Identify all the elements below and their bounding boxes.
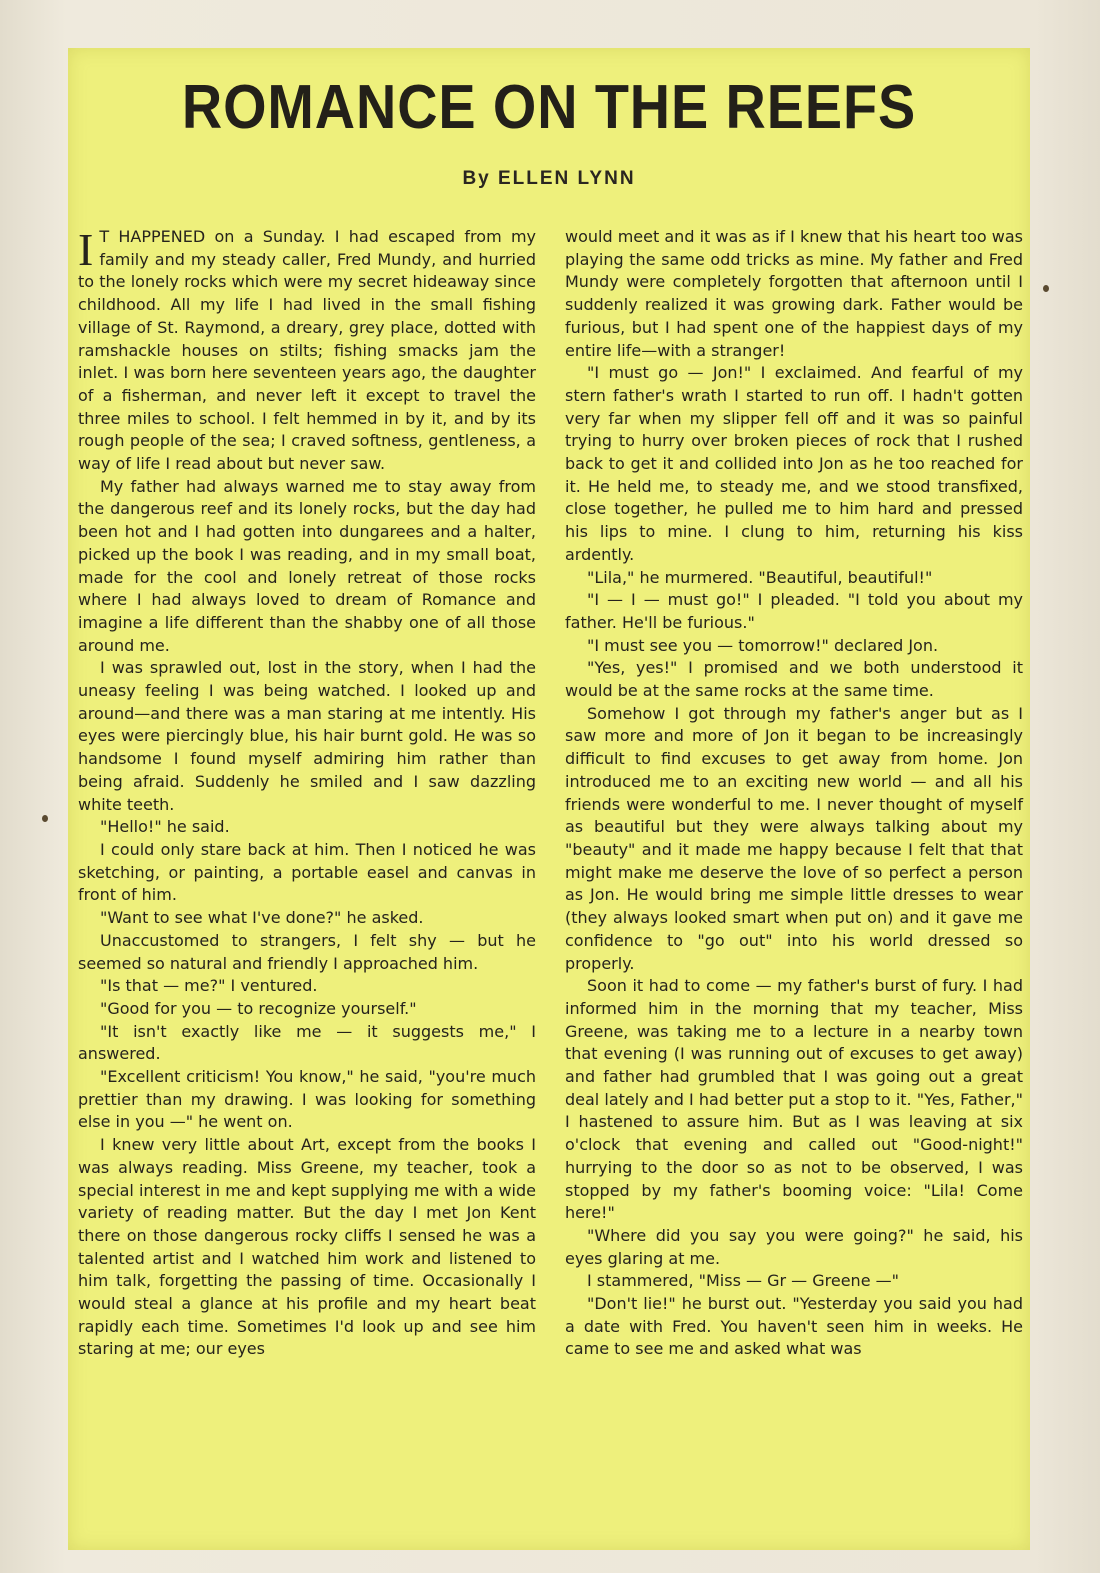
left-column bbox=[78, 226, 536, 1361]
paragraph: "Excellent criticism! You know," he said, "you're much prettier than my drawing. I was looking for something else in you —" he went on. bbox=[78, 1067, 536, 1132]
paragraph: "Is that — me?" I ventured. bbox=[100, 976, 318, 996]
page-speck bbox=[1043, 285, 1049, 292]
page-speck bbox=[42, 815, 48, 822]
right-column bbox=[565, 226, 1023, 1361]
paragraph: "It isn't exactly like me — it suggests me," I answered. bbox=[78, 1021, 536, 1064]
paragraph: "Lila," he murmered. "Beautiful, beautiful!" bbox=[587, 567, 933, 587]
drop-cap: I bbox=[78, 224, 94, 275]
paragraph: "Yes, yes!" I promised and we both understood it would be at the same rocks at the same time. bbox=[565, 658, 1023, 701]
paragraph: "Want to see what I've done?" he asked. bbox=[100, 908, 424, 928]
paragraph: would meet and it was as if I knew that his heart too was playing the same odd tricks as mine. My father and Fred Mundy were completely forgotten that afternoon until I suddenly realized it was growing dark. Father would be furious, but I had spent one of the happiest days of my entire life—with a stranger! bbox=[565, 227, 1023, 360]
paragraph: I could only stare back at him. Then I noticed he was sketching, or painting, a portable easel and canvas in front of him. bbox=[78, 839, 536, 905]
article-panel bbox=[68, 48, 1030, 1550]
paragraph: "I must go — Jon!" I exclaimed. And fearful of my stern father's wrath I started to run off. I hadn't gotten very far when my slipper fell off and it was so painful trying to hurry over broken pieces of rock that I rushed back to get it and collided into Jon as he too reached for it. He held me, to steady me, and we stood transfixed, close together, he pulled me to him hard and pressed his lips to mine. I clung to him, returning his kiss ardently. bbox=[565, 363, 1023, 564]
paragraph: Unaccustomed to strangers, I felt shy — but he seemed so natural and friendly I approached him. bbox=[78, 930, 536, 973]
paragraph: I was sprawled out, lost in the story, when I had the uneasy feeling I was being watched. I looked up and around—and there was a man staring at me intently. His eyes were piercingly blue, his hair burnt gold. He was so handsome I found myself admiring him rather than being afraid. Suddenly he smiled and I saw dazzling white teeth. bbox=[78, 658, 536, 814]
paragraph: Soon it had to come — my father's burst of fury. I had informed him in the morning that my teacher, Miss Greene, was taking me to a lecture in a nearby town that evening (I was running out of excuses to get away) and father had grumbled that I was going out a great deal lately and I had better put a stop to it. "Yes, Father," I hastened to assure him. But as I was leaving at six o'clock that evening and called out "Good-night!" hurrying to the door so as not to be observed, I was stopped by my father's booming voice: "Lila! Come here!" bbox=[565, 976, 1023, 1223]
paragraph: I stammered, "Miss — Gr — Greene —" bbox=[587, 1271, 899, 1291]
paragraph: Somehow I got through my father's anger but as I saw more and more of Jon it began to be increasingly difficult to find excuses to get away from home. Jon introduced me to an exciting new world — and all his friends were wonderful to me. I never thought of myself as beautiful but they were always talking about my "beauty" and it made me happy because I felt that that might make me deserve the love of so perfect a person as Jon. He would bring me simple little dresses to wear (they always looked smart when put on) and it gave me confidence to "go out" into his world dressed so properly. bbox=[565, 703, 1023, 973]
paragraph: I T HAPPENED on a Sunday. I had escaped from my family and my steady caller, Fred Mundy, and hurried to the lonely rocks which were my secret hideaway since childhood. All my life I had lived in the small fishing village of St. Raymond, a dreary, grey place, dotted with ramshackle houses on stilts; fishing smacks jam the inlet. I was born here seventeen years ago, the daughter of a fisherman, and never left it except to travel the three miles to school. I felt hemmed in by it, and by its rough people of the sea; I craved softness, gentleness, a way of life I read about but never saw. bbox=[78, 224, 536, 474]
paragraph: I knew very little about Art, except from the books I was always reading. Miss Greene, my teacher, took a special interest in me and kept supplying me with a wide variety of reading matter. But the day I met Jon Kent there on those dangerous rocky cliffs I sensed he was a talented artist and I watched him work and listened to him talk, forgetting the passing of time. Occasionally I would steal a glance at his profile and my heart beat rapidly each time. Sometimes I'd look up and see him staring at me; our eyes bbox=[78, 1135, 536, 1359]
paragraph: "Don't lie!" he burst out. "Yesterday you said you had a date with Fred. You haven't seen him in weeks. He came to see me and asked what was bbox=[565, 1294, 1023, 1359]
article-title: ROMANCE ON THE REEFS bbox=[181, 73, 917, 142]
paragraph: "Where did you say you were going?" he said, his eyes glaring at me. bbox=[565, 1225, 1023, 1268]
paragraph: "I must see you — tomorrow!" declared Jon. bbox=[587, 635, 939, 655]
paragraph: "I — I — must go!" I pleaded. "I told you about my father. He'll be furious." bbox=[565, 590, 1023, 632]
paragraph: "Hello!" he said. bbox=[100, 817, 230, 837]
paragraph: "Good for you — to recognize yourself." bbox=[100, 998, 417, 1018]
article-byline: By ELLEN LYNN bbox=[462, 168, 636, 189]
paragraph: My father had always warned me to stay away from the dangerous reef and its lonely rocks, but the day had been hot and I had gotten into dungarees and a halter, picked up the book I was reading, and in my small boat, made for the cool and lonely retreat of those rocks where I had always loved to dream of Romance and imagine a life different than the shabby one of all those around me. bbox=[78, 476, 536, 655]
